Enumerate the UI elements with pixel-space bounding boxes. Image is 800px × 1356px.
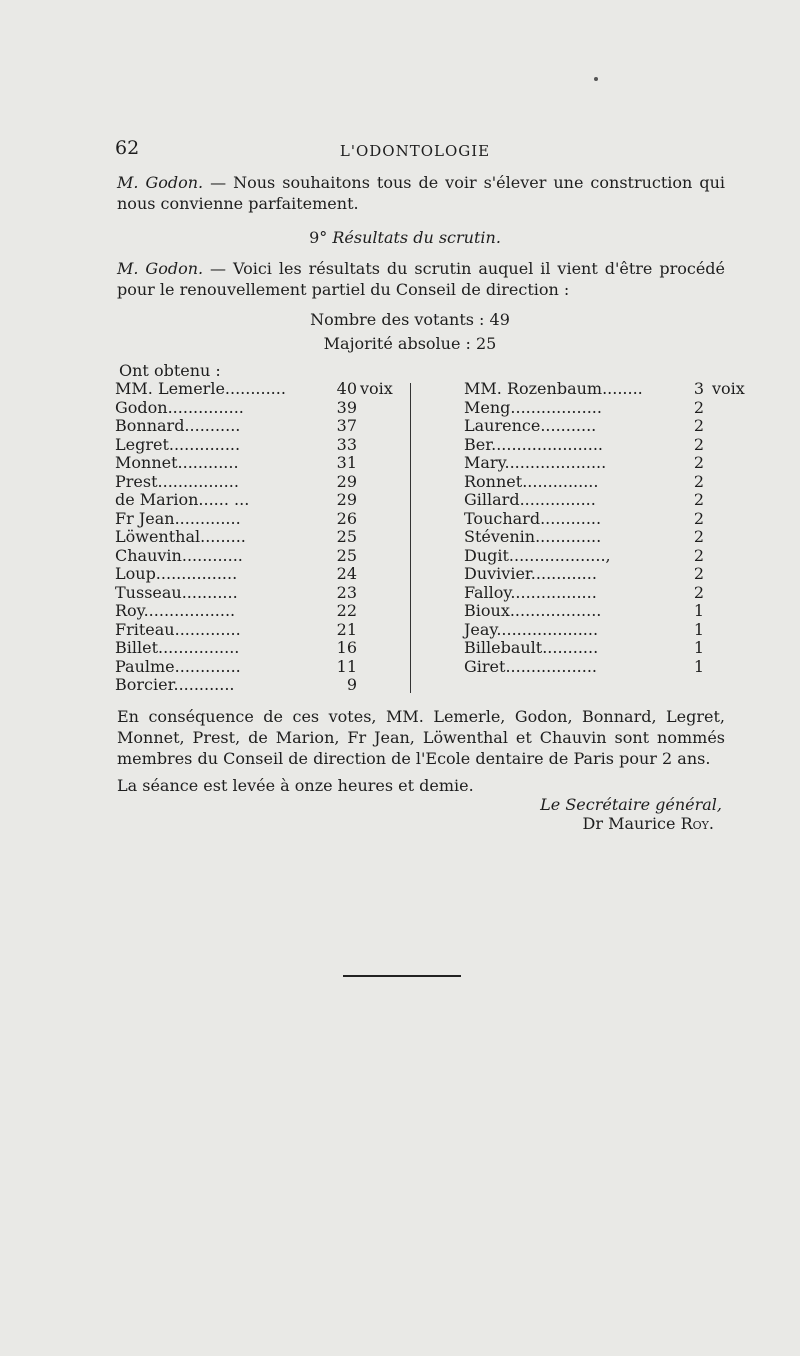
result-row <box>115 510 415 529</box>
vote-count: 40 <box>336 379 357 398</box>
candidate-name: Giret.................. <box>464 656 597 676</box>
vote-count: 2 <box>693 490 704 509</box>
absolute-majority: Majorité absolue : 25 <box>323 334 497 353</box>
vote-count: 16 <box>336 638 357 657</box>
vote-unit: voix <box>360 379 393 398</box>
signature-surname: Roy. <box>680 814 714 833</box>
column-divider <box>410 383 411 693</box>
vote-count: 29 <box>336 490 357 509</box>
vote-count: 2 <box>693 416 704 435</box>
section-title <box>0 228 800 247</box>
candidate-name: Dugit..................., <box>464 545 611 565</box>
ink-dot <box>594 77 598 81</box>
result-row <box>464 639 744 658</box>
candidate-name: Legret.............. <box>115 434 241 454</box>
result-row <box>464 491 744 510</box>
candidate-name: Billet................ <box>115 638 240 657</box>
vote-count: 3 <box>693 379 704 398</box>
section-title-text: Résultats du scrutin. <box>332 228 501 247</box>
result-row <box>115 436 415 455</box>
result-row <box>464 565 744 584</box>
vote-count: 1 <box>693 638 704 657</box>
vote-count: 25 <box>336 527 357 546</box>
vote-count: 2 <box>693 434 704 454</box>
result-row <box>464 473 744 492</box>
result-row <box>115 399 415 418</box>
result-row <box>115 565 415 584</box>
result-row <box>464 454 744 473</box>
voters-count: Nombre des votants : 49 <box>310 310 510 329</box>
candidate-name: Duvivier............. <box>464 564 597 583</box>
result-row <box>115 454 415 473</box>
result-row <box>115 621 415 640</box>
result-row <box>464 528 744 547</box>
results-right-column <box>464 380 744 676</box>
result-row <box>464 584 744 603</box>
vote-count: 39 <box>336 397 357 417</box>
vote-count: 9 <box>346 675 357 694</box>
speaker-name: M. Godon. <box>117 173 204 192</box>
candidate-name: Fr Jean............. <box>115 508 241 528</box>
signature-name <box>582 814 714 833</box>
result-row <box>115 417 415 436</box>
result-row <box>464 510 744 529</box>
vote-count: 2 <box>693 545 704 565</box>
candidate-name: de Marion...... ... <box>115 490 250 509</box>
paragraph-godon-2 <box>117 258 725 300</box>
vote-count: 2 <box>693 471 704 491</box>
vote-count: 2 <box>693 564 704 583</box>
vote-count: 29 <box>336 471 357 491</box>
candidate-name: Borcier............ <box>115 675 235 694</box>
candidate-name: Billebault........... <box>464 638 599 657</box>
running-title: L'ODONTOLOGIE <box>339 142 491 160</box>
paragraph-closing: La séance est levée à onze heures et demie. <box>117 776 474 795</box>
candidate-name: Falloy................. <box>464 582 597 602</box>
result-row <box>115 658 415 677</box>
result-row <box>115 602 415 621</box>
paragraph-conclusion: En conséquence de ces votes, MM. Lemerle, Godon, Bonnard, Legret, Monnet, Prest, de Marion, Fr Jean, Löwenthal et Chauvin sont nommés membres du Conseil de direction de l'Ecole dentaire de Paris pour 2 ans. <box>117 707 725 768</box>
candidate-name: Mary.................... <box>464 453 607 472</box>
candidate-name: Touchard............ <box>464 508 602 528</box>
vote-count: 33 <box>336 434 357 454</box>
vote-count: 24 <box>336 564 357 583</box>
vote-count: 2 <box>693 582 704 602</box>
candidate-name: Friteau............. <box>115 619 241 639</box>
candidate-name: Roy.................. <box>115 601 236 620</box>
ont-obtenu-label: Ont obtenu : <box>119 361 221 380</box>
result-row <box>115 473 415 492</box>
vote-count: 21 <box>336 619 357 639</box>
speaker-name: M. Godon. <box>117 259 204 278</box>
candidate-name: Gillard............... <box>464 490 596 509</box>
result-row <box>464 399 744 418</box>
result-row <box>115 584 415 603</box>
candidate-name: Paulme............. <box>115 656 241 676</box>
candidate-name: Godon............... <box>115 397 244 417</box>
result-row <box>464 547 744 566</box>
result-row <box>464 602 744 621</box>
candidate-name: Ber...................... <box>464 434 604 454</box>
paragraph-godon-1 <box>117 172 725 214</box>
candidate-name: Löwenthal......... <box>115 527 246 546</box>
result-row <box>115 547 415 566</box>
candidate-name: Meng.................. <box>464 397 602 417</box>
result-row <box>115 639 415 658</box>
candidate-name: Bioux.................. <box>464 601 602 620</box>
candidate-name: Loup................ <box>115 564 238 583</box>
vote-count: 25 <box>336 545 357 565</box>
vote-unit: voix <box>712 379 745 398</box>
signature-prefix: Dr <box>582 814 603 833</box>
result-row <box>464 380 744 399</box>
signature-firstname: Maurice <box>608 814 681 833</box>
result-row <box>115 676 415 695</box>
candidate-name: Stévenin............. <box>464 527 602 546</box>
candidate-name: Tusseau........... <box>115 582 238 602</box>
result-row <box>115 491 415 510</box>
vote-count: 26 <box>336 508 357 528</box>
candidate-name: Chauvin............ <box>115 545 243 565</box>
candidate-name: Prest................ <box>115 471 239 491</box>
result-row <box>464 417 744 436</box>
candidate-name: Ronnet............... <box>464 471 599 491</box>
candidate-name: MM. Rozenbaum........ <box>464 379 643 398</box>
vote-count: 22 <box>336 601 357 620</box>
result-row <box>115 528 415 547</box>
result-row <box>464 436 744 455</box>
vote-count: 37 <box>336 416 357 435</box>
result-row <box>464 621 744 640</box>
section-number: 9° <box>309 228 328 247</box>
result-row <box>115 380 415 399</box>
vote-count: 1 <box>693 601 704 620</box>
vote-count: 2 <box>693 453 704 472</box>
paragraph-text: — Voici les résultats du scrutin auquel il vient d'être procédé pour le renouvellement partiel du Conseil de direction : <box>117 259 726 299</box>
end-rule <box>343 975 461 977</box>
signature-role: Le Secrétaire général, <box>540 795 722 814</box>
vote-count: 2 <box>693 508 704 528</box>
vote-count: 1 <box>693 619 704 639</box>
vote-count: 11 <box>336 656 357 676</box>
candidate-name: Monnet............ <box>115 453 239 472</box>
result-row <box>464 658 744 677</box>
vote-count: 31 <box>336 453 357 472</box>
vote-count: 1 <box>693 656 704 676</box>
results-left-column <box>115 380 415 695</box>
vote-count: 2 <box>693 397 704 417</box>
candidate-name: Bonnard........... <box>115 416 241 435</box>
candidate-name: Laurence........... <box>464 416 597 435</box>
paragraph-text: — Nous souhaitons tous de voir s'élever une construction qui nous convienne parfaitement. <box>117 173 726 213</box>
page-number: 62 <box>115 137 140 159</box>
vote-count: 23 <box>336 582 357 602</box>
vote-count: 2 <box>693 527 704 546</box>
candidate-name: MM. Lemerle............ <box>115 379 286 398</box>
candidate-name: Jeay.................... <box>464 619 599 639</box>
